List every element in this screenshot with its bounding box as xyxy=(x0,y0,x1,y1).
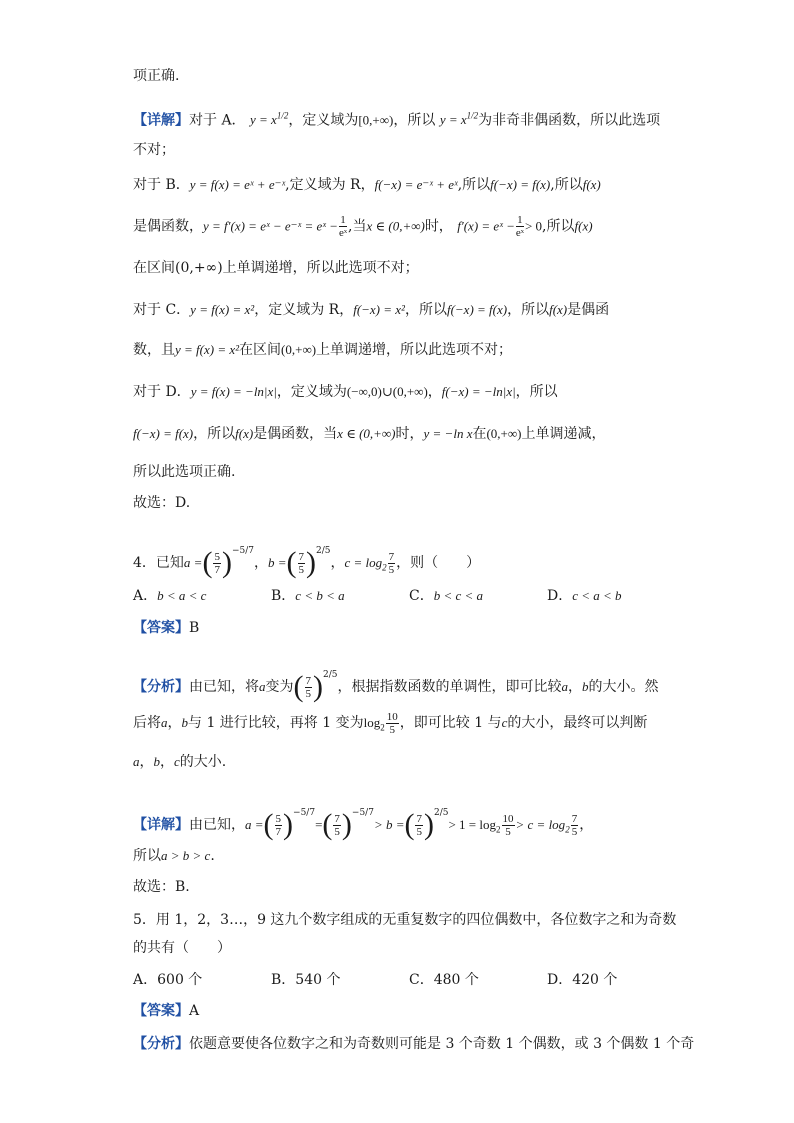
text: ，所以 xyxy=(393,112,436,129)
math: = xyxy=(315,817,323,832)
text: 对于 A． xyxy=(189,112,246,129)
text: ，则（ ） xyxy=(396,555,481,571)
math: (0,+∞) xyxy=(281,342,317,357)
math: $y = x^{1/2}$ xyxy=(250,111,289,128)
fraction: $\frac{5}{7}$ xyxy=(275,812,282,838)
text: ，所以 xyxy=(404,302,447,318)
text: ,当 xyxy=(348,218,367,235)
fraction: $\frac{1}{\text{eˣ}}$ xyxy=(515,214,524,239)
math: −5/7 xyxy=(351,808,374,818)
detail-c-line-2 xyxy=(133,340,512,360)
text: 项正确. xyxy=(133,68,180,84)
math: b xyxy=(153,754,160,769)
math: 2/5 xyxy=(316,546,331,556)
math: > $1 = \log_2$ xyxy=(448,817,501,835)
fraction: $\frac{10}{5}$ xyxy=(502,812,514,838)
math: f(−x) = x² xyxy=(353,302,405,317)
detail-tag: 【详解】 xyxy=(133,817,189,833)
fraction: $\frac{7}{5}$ xyxy=(334,812,340,838)
math: > 0 xyxy=(524,218,543,234)
analysis-tag: 【分析】 xyxy=(133,679,189,695)
option-d[interactable]: D．c < a < b xyxy=(547,588,622,604)
analysis-tag: 【分析】 xyxy=(133,1036,189,1052)
math: 2/5 xyxy=(323,670,338,680)
text-line xyxy=(133,493,190,513)
text: 的大小. xyxy=(179,754,227,770)
math: f(−x) = f(x) xyxy=(490,177,551,192)
text: 数，且 xyxy=(133,342,175,358)
text: 时， xyxy=(395,426,424,442)
detail-a-line xyxy=(133,106,660,130)
option-c[interactable]: C．b < c < a xyxy=(409,588,484,604)
text: 在 xyxy=(472,426,487,442)
text: 在区间 xyxy=(239,342,282,358)
text: 的共有（ ） xyxy=(133,940,231,956)
detail-b-line xyxy=(133,175,601,195)
text: ， xyxy=(330,555,345,571)
text: 故选：D. xyxy=(133,495,191,511)
answer-value: B xyxy=(189,620,200,636)
text: 在区间(0,+∞)上单调递增，所以此选项不对； xyxy=(133,260,419,276)
math: a = xyxy=(183,555,203,570)
text: 的大小，最终可以判断 xyxy=(507,715,648,731)
option-d[interactable]: D．420 个 xyxy=(547,972,618,988)
math: a > b > c xyxy=(161,848,211,863)
detail-d-line-2 xyxy=(133,424,605,444)
question-5-stem xyxy=(133,910,676,930)
math: 2/5 xyxy=(433,808,449,818)
conclusion-line xyxy=(133,846,215,866)
math: f(−x) = −ln|x| xyxy=(441,384,516,399)
text: 的大小。然 xyxy=(588,679,659,695)
math: (−∞,0)∪(0,+∞) xyxy=(346,384,428,399)
text: 是偶函数， xyxy=(133,218,203,235)
text: ，即可比较 1 与 xyxy=(399,715,502,731)
math: y = −ln x xyxy=(423,426,473,441)
text: ， xyxy=(253,555,268,571)
text: 是偶函数，当 xyxy=(253,426,338,442)
math: [0,+∞) xyxy=(358,112,394,128)
math: a xyxy=(133,754,140,769)
answer-line xyxy=(133,618,199,638)
text: 5．用 1，2，3…，9 这九个数字组成的无重复数字的四位偶数中，各位数字之和为奇数 xyxy=(133,912,677,928)
math: y = f(x) = −ln|x| xyxy=(190,384,277,399)
text: ， xyxy=(579,817,594,833)
fraction: $\frac{5}{7}$ xyxy=(214,550,220,576)
math: a xyxy=(161,715,168,730)
text: 对于 D． xyxy=(133,384,191,400)
text: ， xyxy=(160,754,174,770)
math: f(−x) = e⁻ˣ + eˣ xyxy=(374,177,458,192)
text: 是偶函 xyxy=(567,302,610,318)
text: 为非奇非偶函数，所以此选项 xyxy=(478,112,661,129)
text: 时， xyxy=(424,218,453,235)
text: 变为 xyxy=(265,679,294,695)
math: f(x) xyxy=(582,177,601,192)
math: −5/7 xyxy=(293,808,316,818)
text: 上单调递增，所以此选项不对； xyxy=(316,342,513,358)
text: ， xyxy=(139,754,154,770)
math: f′(x) = eˣ − xyxy=(457,218,515,234)
text: 与 1 进行比较，再将 1 变为 xyxy=(188,715,364,731)
text: ， xyxy=(167,715,182,731)
question-5-stem-2 xyxy=(133,938,231,958)
text: ，所以 xyxy=(193,426,236,442)
math: y = f′(x) = eˣ − e⁻ˣ = eˣ − xyxy=(203,218,338,234)
analysis-line-2 xyxy=(133,708,647,743)
math: y = f(x) = x² xyxy=(175,342,240,357)
text: ， xyxy=(427,384,442,400)
text-line xyxy=(133,258,419,278)
math: c xyxy=(501,715,508,730)
math: $\log_2$ xyxy=(363,715,385,733)
math: f(x) xyxy=(549,302,568,317)
analysis-line xyxy=(133,1034,694,1054)
text: ,所以 xyxy=(457,177,491,193)
analysis-line-3 xyxy=(133,752,226,772)
math: y = f(x) = eˣ + e⁻ˣ xyxy=(189,177,286,192)
text: ，所以 xyxy=(507,302,550,318)
option-a[interactable]: A．b < a < c xyxy=(133,588,207,604)
math: f(−x) = f(x) xyxy=(133,426,194,441)
text: ,定义域为 R， xyxy=(285,177,375,193)
math: c xyxy=(174,754,180,769)
fraction: $\frac{7}{5}$ xyxy=(388,550,395,576)
text: 不对； xyxy=(133,142,175,158)
math: f(x) xyxy=(235,426,254,441)
text: 对于 B． xyxy=(133,177,190,193)
analysis-line-1: 【分析】由已知，将a变为( $\frac{7}{5}$ )$^{2/5}$，根据指数函数的单调性，即可比较a，b的大小。然 xyxy=(133,670,659,703)
text: 所以 xyxy=(133,848,161,864)
math: y = f(x) = x² xyxy=(190,302,255,317)
text: 由已知，将 xyxy=(189,679,259,695)
text: ，定义域为 xyxy=(276,384,347,400)
question-4-options xyxy=(133,586,685,606)
math: f(−x) = f(x) xyxy=(446,302,508,317)
question-4-stem: 4．已知a =( $\frac{5}{7}$ )$^{-5/7}$，b =( $\frac{7}{5}$ )$^{2/5}$，$c = \log_2$ $\frac{7}{5}$ ，则（ ） xyxy=(133,546,481,579)
detail-c-line xyxy=(133,300,609,320)
option-b[interactable]: B．c < b < a xyxy=(271,588,345,604)
fraction: $\frac{10}{5}$ xyxy=(386,710,398,736)
fraction: $\frac{7}{5}$ xyxy=(305,674,311,700)
fraction: $\frac{7}{5}$ xyxy=(571,812,578,838)
answer-line xyxy=(133,1001,199,1021)
text: 故选：B. xyxy=(133,879,190,895)
fraction: $\frac{7}{5}$ xyxy=(298,550,305,576)
math: b = xyxy=(267,555,287,570)
text: ,所以 xyxy=(550,177,583,193)
math: > b = xyxy=(373,817,405,832)
math: $c = \log_2$ xyxy=(344,555,387,573)
math: $y = x^{1/2}$ xyxy=(439,111,479,128)
math: x ∈ (0,+∞) xyxy=(366,218,425,234)
question-5-options xyxy=(133,970,685,990)
question-label: 4．已知 xyxy=(133,555,184,571)
detail-b-line-2 xyxy=(133,214,593,239)
answer-tag: 【答案】 xyxy=(133,1003,189,1019)
text: ，所以 xyxy=(515,384,558,400)
fraction: $\frac{1}{\text{eˣ}}$ xyxy=(338,214,348,239)
option-c[interactable]: C．480 个 xyxy=(409,972,479,988)
text: ，根据指数函数的单调性，即可比较 xyxy=(337,679,562,695)
text: 依题意要使各位数字之和为奇数则可能是 3 个奇数 1 个偶数，或 3 个偶数 1 个奇 xyxy=(189,1036,695,1052)
math: f(x) xyxy=(574,218,593,234)
math: a xyxy=(561,679,568,694)
text-line xyxy=(133,462,235,482)
text: 所以此选项正确. xyxy=(133,464,236,480)
math: b xyxy=(181,715,188,730)
fraction: $\frac{7}{5}$ xyxy=(416,812,422,838)
text: 由已知， xyxy=(189,817,245,833)
choose-line xyxy=(133,877,190,897)
text: 后将 xyxy=(133,715,161,731)
text: ， xyxy=(567,679,582,695)
math: −5/7 xyxy=(231,546,254,556)
option-b[interactable]: B．540 个 xyxy=(271,972,341,988)
math: (0,+∞) xyxy=(486,426,522,441)
detail-tag: 【详解】 xyxy=(133,112,189,129)
detail-d-line xyxy=(133,382,558,402)
math: a xyxy=(259,679,266,694)
detail-q4-line: 【详解】由已知，a =( $\frac{5}{7}$ )$^{-5/7}$=( $\frac{7}{5}$ )$^{-5/7}$> b =( $\frac{7}{5}$ )$^{2/5}> 1 = \log_2$ $\frac{10}{5}$ > $c = \log_2$ $\frac{7}{5}$ ， xyxy=(133,808,594,841)
option-a[interactable]: A．600 个 xyxy=(133,972,203,988)
text: . xyxy=(210,848,215,864)
text: 上单调递减， xyxy=(521,426,606,442)
answer-tag: 【答案】 xyxy=(133,620,189,636)
text-line xyxy=(133,66,179,86)
math: > $c = \log_2$ xyxy=(515,817,570,835)
text: 对于 C． xyxy=(133,302,191,318)
text: ，定义域为 R， xyxy=(254,302,354,318)
math: a = xyxy=(245,817,264,832)
math: x ∈ (0,+∞) xyxy=(337,426,396,441)
answer-value: A xyxy=(189,1003,200,1019)
text-line xyxy=(133,140,175,160)
text: ，定义域为 xyxy=(288,112,359,129)
math: b xyxy=(581,679,589,694)
text: ,所以 xyxy=(542,218,575,235)
